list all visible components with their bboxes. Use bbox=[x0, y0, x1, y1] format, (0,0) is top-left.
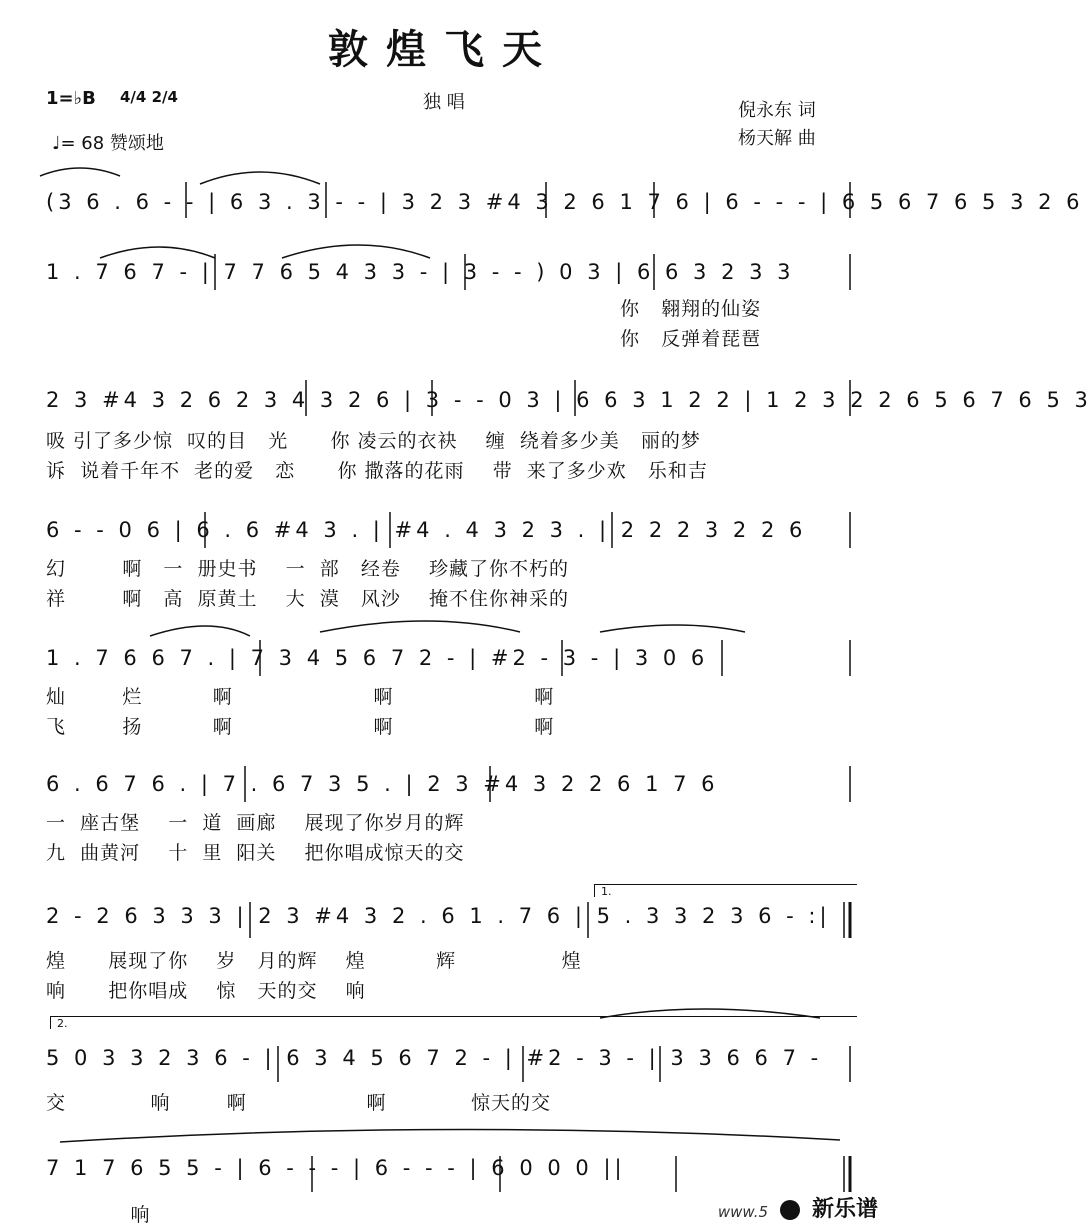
lyric-verse-1: 交 响 啊 啊 惊天的交 bbox=[46, 1092, 551, 1114]
lyricist-credit: 倪永东 词 bbox=[738, 100, 816, 121]
score-system-3 bbox=[0, 382, 1092, 522]
notes-line: 2 - 2 6 3 3 3 | 2 3 #4 3 2 . 6 1 . 7 6 | 5 . 3 3 2 3 6 - :| bbox=[46, 904, 831, 928]
notes-line: 2 3 #4 3 2 6 2 3 4 3 2 6 | 3 - - 0 3 | 6 6 3 1 2 2 | 1 2 3 2 2 6 5 6 7 6 5 3 bbox=[46, 388, 1092, 412]
score-system-2 bbox=[0, 254, 888, 394]
watermark-url: www.5 bbox=[717, 1203, 768, 1221]
lyric-verse-2: 响 把你唱成 惊 天的交 响 bbox=[46, 980, 366, 1002]
notes-line: 5 0 3 3 2 3 6 - | 6 3 4 5 6 7 2 - | #2 - 3 - | 3 3 6 6 7 - bbox=[46, 1046, 823, 1070]
key-signature: 1=♭B bbox=[46, 88, 96, 109]
lyric-verse-1: 一 座古堡 一 道 画廊 展现了你岁月的辉 bbox=[46, 812, 465, 834]
notes-line: 7 1 7 6 5 5 - | 6 - - - | 6 - - - | 6 0 0 0 || bbox=[46, 1156, 626, 1180]
notes-line: (3 6 . 6 - - | 6 3 . 3 - - | 3 2 3 #4 3 2 6 1 7 6 | 6 - - - | 6 5 6 7 6 5 3 2 6 bbox=[46, 190, 1084, 214]
volta-bracket-2: 2. bbox=[50, 1016, 857, 1029]
score-system-5 bbox=[0, 640, 888, 780]
time-signature: 4/4 2/4 bbox=[120, 88, 178, 106]
lyric-verse-1: 吸 引了多少惊 叹的目 光 你 凌云的衣袂 缠 绕着多少美 丽的梦 bbox=[46, 430, 701, 452]
notes-line: 1 . 7 6 6 7 . | 7 3 4 5 6 7 2 - | #2 - 3 - | 3 0 6 bbox=[46, 646, 709, 670]
lyric-verse-1: 煌 展现了你 岁 月的辉 煌 辉 煌 bbox=[46, 950, 582, 972]
notes-line: 6 . 6 7 6 . | 7 . 6 7 3 5 . | 2 3 #4 3 2 2 6 1 7 6 bbox=[46, 772, 719, 796]
notes-line: 6 - - 0 6 | 6 . 6 #4 3 . | #4 . 4 3 2 3 . | 2 2 2 3 2 2 6 bbox=[46, 518, 807, 542]
composer-credit: 杨天解 曲 bbox=[738, 128, 816, 149]
score-system-7 bbox=[0, 885, 888, 1034]
lyric-verse-2: 你 反弹着琵琶 bbox=[620, 328, 762, 350]
performance-mark: 独 唱 bbox=[423, 92, 465, 113]
lyric-verse-2: 九 曲黄河 十 里 阳关 把你唱成惊天的交 bbox=[46, 842, 465, 864]
lyric-verse-2: 祥 啊 高 原黄土 大 漠 风沙 掩不住你神采的 bbox=[46, 588, 570, 610]
lyric-verse-1: 灿 烂 啊 啊 啊 bbox=[46, 686, 555, 708]
notes-line: 1 . 7 6 7 - | 7 7 6 5 4 3 3 - | 3 - - ) 0 3 | 6 6 3 2 3 3 bbox=[46, 260, 795, 284]
lyric-verse-2: 诉 说着千年不 老的爱 恋 你 撒落的花雨 带 来了多少欢 乐和吉 bbox=[46, 460, 708, 482]
watermark-site: 新乐谱 bbox=[811, 1197, 878, 1222]
lyric-verse-1: 幻 啊 一 册史书 一 部 经卷 珍藏了你不朽的 bbox=[46, 558, 570, 580]
page-title: 敦煌飞天 bbox=[328, 26, 560, 73]
record-icon bbox=[780, 1200, 800, 1220]
volta-bracket-1: 1. bbox=[594, 884, 857, 897]
lyric-verse-2: 飞 扬 啊 啊 啊 bbox=[46, 716, 555, 738]
lyric-verse-1: 你 翱翔的仙姿 bbox=[620, 298, 762, 320]
score-system-4 bbox=[0, 512, 888, 652]
tempo-marking: ♩= 68 赞颂地 bbox=[52, 133, 164, 154]
lyric-verse-1: 响 bbox=[46, 1204, 151, 1226]
watermark-logo bbox=[780, 1192, 878, 1223]
